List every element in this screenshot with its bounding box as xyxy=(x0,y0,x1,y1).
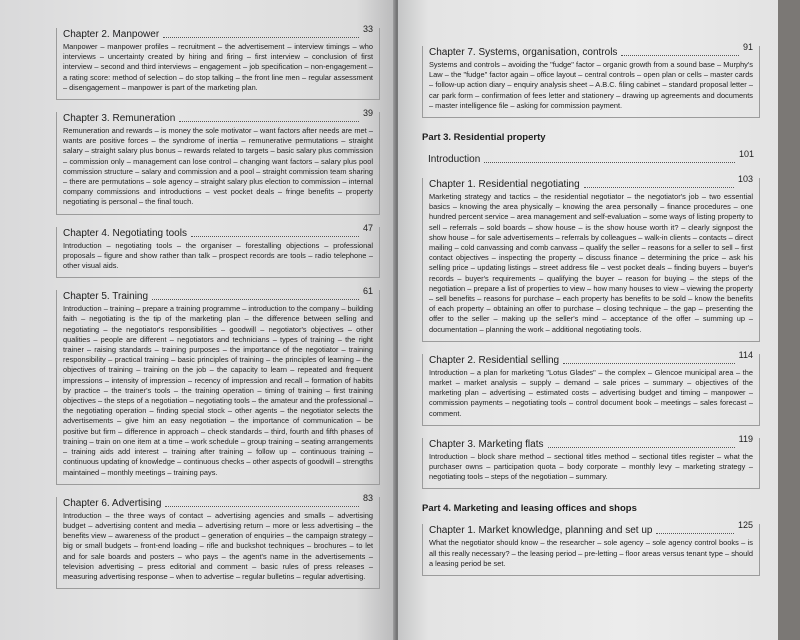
page-number: 101 xyxy=(738,149,754,160)
dot-leader xyxy=(191,236,359,237)
chapter-title: Chapter 6. Advertising xyxy=(63,497,162,509)
toc-entry-negotiating-tools xyxy=(56,222,380,279)
page-number: 39 xyxy=(362,108,373,119)
page-number: 91 xyxy=(742,42,753,52)
toc-entry-market-knowledge xyxy=(422,520,760,576)
dot-leader xyxy=(584,187,734,188)
dot-leader xyxy=(165,506,359,507)
chapter-summary: Introduction – a plan for marketing "Lotus Glades" – the complex – Glencoe municipal area – the market – market analysis – supply – demand – sale prices – summary – objectives of the marketing plan – advertising – estimated costs – advertising budget and timing – manpower – commission payments – negotiating tools – control document book – meetings – sales forecast – comment. xyxy=(429,367,753,418)
dot-leader xyxy=(548,447,735,448)
toc-entry-remuneration xyxy=(56,108,380,215)
chapter-summary: Introduction – the three ways of contact – advertising agencies and smalls – advertising budget – advertising content and media – advertising return – more or less advertising – the benefits view – awareness of the product – generation of enquiries – the campaign strategy – big or small budgets – front-end loading – rifle and buckshot techniques – brochures – to let and for sale boards and posters – who pays – the agent's name in the advertisements – television advertising – press editorial and comment – basic rules of press releases – measuring advertising response – when to advertise – regular bulletins – regular advertising. xyxy=(63,510,373,581)
toc-entry-residential-selling xyxy=(422,349,760,426)
toc-entry-training xyxy=(56,286,380,484)
dot-leader xyxy=(656,533,733,534)
page-number: 125 xyxy=(737,520,753,531)
page-number: 114 xyxy=(738,349,753,360)
chapter-title: Chapter 2. Residential selling xyxy=(429,354,560,366)
toc-entry-marketing-flats xyxy=(422,433,760,490)
chapter-title: Chapter 1. Residential negotiating xyxy=(429,179,580,191)
desk-background xyxy=(778,0,800,640)
dot-leader xyxy=(621,55,739,56)
chapter-summary: Introduction – block share method – sectional titles method – sectional titles register – what the purchaser owns – participation quota – body corporate – monthly levy – marketing strategy – negotiating tools – steps of the negotiation – summary. xyxy=(429,451,753,482)
chapter-summary: Introduction – negotiating tools – the organiser – forestalling objections – professional proposals – figure and show rather than talk – prospect records are tools – radio telephone – other visual aids. xyxy=(63,240,373,271)
toc-entry-introduction xyxy=(422,149,760,166)
chapter-summary: Introduction – training – prepare a training programme – introduction to the company – building faith – negotiating is the tip of the marketing plan – the difference between selling and negotiating – the negotiator's responsibilities – goodwill – negotiator's objectives – other qualities – people are different – negotiators and technicians – types of training – the right trainer – raising standards – training purposes – the importance of the negotiator – training responsibility – practical training – basic principles of training – the principles of learning – the objectives of training – training on the job – the capacity to learn – repeated and frequent impressions – intensity of impression – recency of impression and recall – formation of habits by practice – the trainer's tools – the training operation – timing of training – first training objectives – the steps of a negotiation – negotiating tools – the amateur and the professional – the negotiating operation – finding special stock – other agents – the negotiator selects the advertisements – give him an easy negotiation – the importance of communication – be positive but firm – difference in approach – check standards – third, fourth and fifth phases of training – train on one item at a time – work schedule – group training – seating arrangements – training aids add interest – training after training – follow up – continuous training – continuous updating of knowledge – continuous checks – other aspects of goodwill – strengths maintained – monthly meetings – training pays. xyxy=(63,304,373,477)
dot-leader xyxy=(179,121,359,122)
page-number: 33 xyxy=(362,24,373,34)
part-heading: Part 4. Marketing and leasing offices and shops xyxy=(422,503,637,515)
dot-leader xyxy=(563,363,735,364)
chapter-summary: Remuneration and rewards – is money the sole motivator – want factors after needs are met – wants are positive forces – the syndrome of inertia – remunerative permutations – straight salary – straight salary plus bonus – rewards related to targets – basic salary plus commission – commission only – management can lose control – changing want factors – salary plus pool commission structure – salary and commission and a pool – straight commission team sharing – there are permutations – sole agency – straight salary plus election to commission – internal company commissions and introductions – vest pocket deals – fringe benefits – property negotiating is personal – the final touch. xyxy=(63,126,373,207)
dot-leader xyxy=(163,37,359,38)
chapter-title: Chapter 5. Training xyxy=(63,291,149,303)
chapter-summary: Systems and controls – avoiding the "fudge" factor – organic growth from a sound base – Murphy's Law – the "fudge" factor again – office layout – central controls – open plan or cells – master cards – follow-up action diary – enquiry analysis sheet – A.B.C. filing cabinet – standard proposal letter – car park form – confirmation of fees letter and stationery – drawing up agreements and documents – master intelligence file – asking for commission payment. xyxy=(429,60,753,110)
chapter-summary: Manpower – manpower profiles – recruitment – the advertisement – interview timings – who interviews – uncertainty created by hiring and firing – first interview – conclusion of first interview – second and third interviews – engagement – job specification – non-engagement – a rating score: method of selection – do stop talking – the front line men – regular assessment – disengagement – manpower is part of the marketing plan. xyxy=(63,42,373,92)
page-number: 83 xyxy=(362,492,373,503)
chapter-title: Introduction xyxy=(428,154,481,166)
right-page xyxy=(398,0,778,640)
chapter-title: Chapter 2. Manpower xyxy=(63,29,160,40)
chapter-title: Chapter 4. Negotiating tools xyxy=(63,227,187,239)
page-number: 119 xyxy=(738,433,753,444)
dot-leader xyxy=(484,162,735,163)
page-number: 61 xyxy=(362,286,373,297)
chapter-title: Chapter 7. Systems, organisation, controls xyxy=(429,47,618,58)
chapter-title: Chapter 1. Market knowledge, planning and set up xyxy=(429,525,653,537)
chapter-summary: What the negotiator should know – the researcher – sole agency – sole agency control books – is all this really necessary? – the leasing period – pre-letting – floor areas versus tenant type – should a leasing period be set. xyxy=(429,538,753,568)
toc-entry-residential-negotiating xyxy=(422,174,760,342)
left-page xyxy=(0,0,396,640)
chapter-title: Chapter 3. Remuneration xyxy=(63,113,176,125)
page-number: 103 xyxy=(737,174,753,185)
dot-leader xyxy=(152,299,359,300)
toc-entry-advertising xyxy=(56,492,380,589)
page-number: 47 xyxy=(362,222,373,233)
chapter-summary: Marketing strategy and tactics – the residential negotiator – the negotiator's job – two essential basics – knowing the area physically – knowing the area personally – finance procedures – one hundred percent service – area management and self-evaluation – some ways of listing property to sell – referrals – sold boards – show house – is the show house worth it? – clearly signpost the show house – for sale advertisements – referrals by colleagues – walk-in clients – contacts – direct mailing – cold canvassing and comb canvass – qualify the seller – reasons for a seller to sell – first contact objectives – inspecting the property – discuss finance – determining the price – ask his selling price – updating listings – street address file – vest pocket deals – finding buyers – buyer's records – buyer's requirements – qualifying the buyer – reason for buying – the steps of the negotiation – prepare a list of properties to view – how many houses to view – viewing the property – sell benefits – reasons for purchase – each property has benefits to be sold – know the benefits of each property – obtaining an offer to purchase – closing technique – the gap – presenting the offer to the seller – making up the seller's mind – acceptance of the offer – summing up – documentation – planning the work – additional negotiating tools. xyxy=(429,192,753,334)
toc-entry-systems xyxy=(422,42,760,118)
part-heading: Part 3. Residential property xyxy=(422,132,546,144)
chapter-title: Chapter 3. Marketing flats xyxy=(429,438,544,450)
toc-entry-manpower xyxy=(56,24,380,100)
